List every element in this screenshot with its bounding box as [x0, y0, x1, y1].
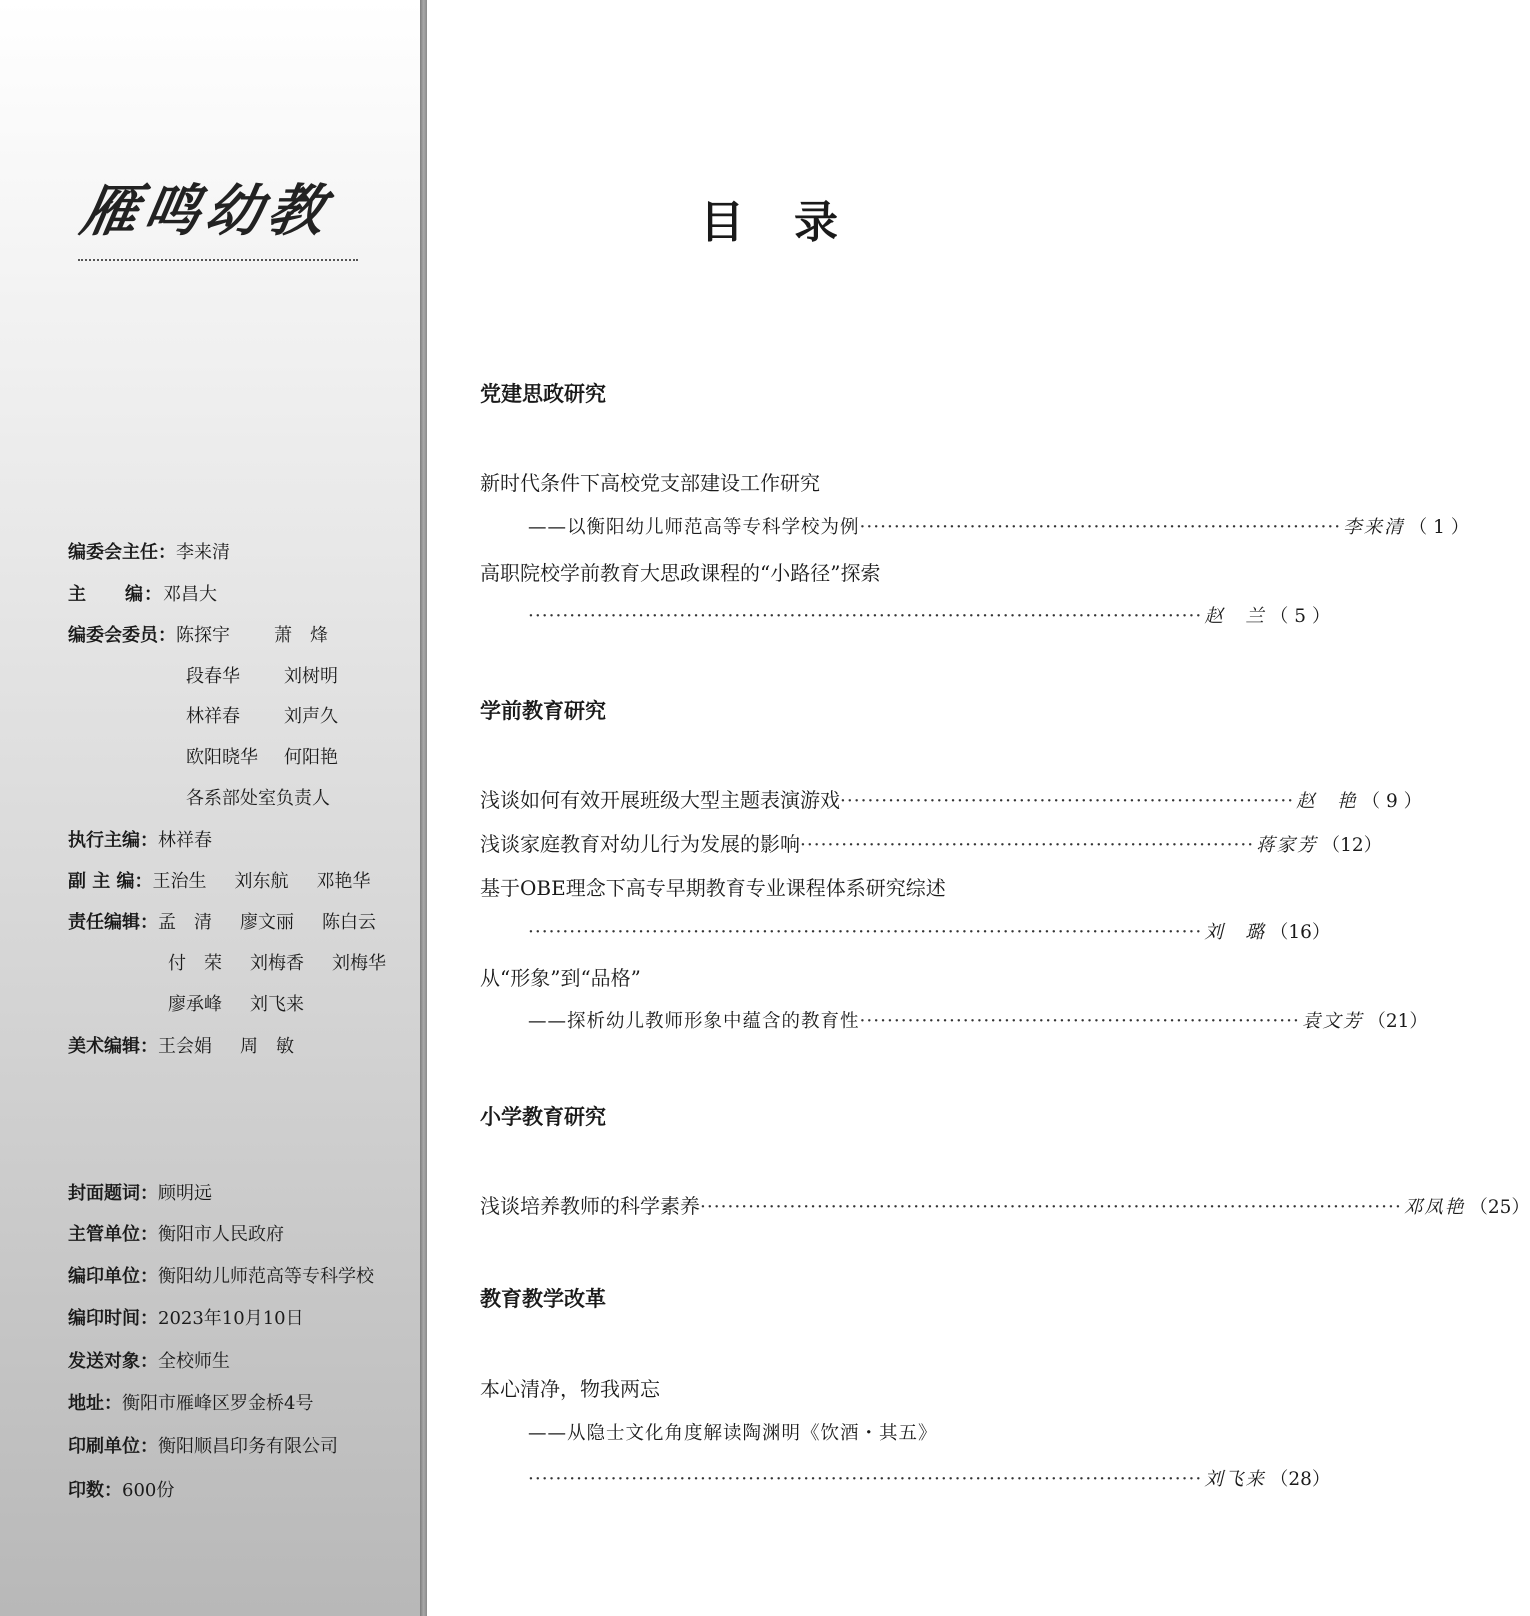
info-row [68, 1306, 304, 1332]
info-value: 衡阳市雁峰区罗金桥4号 [122, 1393, 314, 1414]
staff-name: 周 敏 [240, 1036, 294, 1057]
staff-row [168, 992, 304, 1018]
toc-leader: ······································································································ [700, 1197, 1402, 1218]
staff-name: 何阳艳 [284, 747, 338, 768]
staff-label: 主 编： [68, 584, 163, 605]
toc-leader: ·································································································· [528, 1469, 1203, 1490]
staff-name: 孟 清 [158, 912, 212, 933]
info-value: 衡阳幼儿师范高等专科学校 [158, 1266, 374, 1287]
toc-leader: ·································································· [800, 835, 1255, 856]
staff-label: 美术编辑： [68, 1036, 158, 1057]
staff-label: 执行主编： [68, 830, 158, 851]
toc-entry-page: （16） [1269, 922, 1331, 943]
info-value: 600份 [122, 1480, 175, 1501]
staff-name: 刘飞来 [250, 994, 304, 1015]
toc-entry-author: 袁文芳 [1301, 1011, 1364, 1032]
staff-row [68, 828, 212, 854]
staff-name: 段春华 [186, 666, 240, 687]
staff-name: 邓艳华 [316, 871, 371, 892]
toc-entry-title: 浅谈如何有效开展班级大型主题表演游戏 [480, 788, 840, 812]
staff-name: 刘树明 [284, 666, 338, 687]
toc-entry[interactable] [480, 786, 1423, 816]
toc-section-heading: 小学教育研究 [480, 1105, 606, 1129]
toc-section-heading: 教育教学改革 [480, 1287, 606, 1311]
toc-entry[interactable] [528, 514, 1470, 542]
toc-entry[interactable] [480, 830, 1383, 860]
info-row [68, 1391, 313, 1417]
journal-logo: 雁鸣幼教 [76, 178, 336, 244]
toc-entry-subtitle: ——以衡阳幼儿师范高等专科学校为例 [528, 517, 860, 538]
toc-leader: ································································ [859, 1011, 1300, 1032]
toc-entry-page: （21） [1367, 1011, 1428, 1032]
info-label: 印刷单位： [68, 1436, 158, 1457]
staff-label: 副 主 编： [68, 871, 153, 892]
toc-entry-page: （12） [1321, 835, 1383, 856]
staff-name: 林祥春 [158, 830, 212, 851]
toc-entry-title: 新时代条件下高校党支部建设工作研究 [480, 471, 820, 495]
info-label: 印数： [68, 1480, 122, 1501]
toc-entry-author: 蒋家芳 [1256, 835, 1318, 856]
info-row [68, 1434, 338, 1460]
staff-row [68, 623, 328, 649]
info-label: 发送对象： [68, 1351, 158, 1372]
toc-entry-title: 从“形象”到“品格” [480, 966, 641, 990]
toc-entry-author: 刘 璐 [1204, 922, 1266, 943]
toc-entry[interactable] [528, 603, 1331, 631]
toc-entry-page: （28） [1269, 1469, 1331, 1490]
staff-name: 廖承峰 [168, 994, 222, 1015]
toc-entry-author: 赵 兰 [1204, 606, 1266, 627]
info-row [68, 1264, 374, 1290]
info-value: 全校师生 [158, 1351, 230, 1372]
page-divider [420, 0, 427, 1616]
logo-dotted-rule [78, 259, 358, 261]
info-label: 编印单位： [68, 1266, 158, 1287]
toc-entry-subtitle: ——从隐士文化角度解读陶渊明《饮酒・其五》 [528, 1423, 938, 1444]
toc-leader: ·································································· [840, 791, 1295, 812]
toc-entry[interactable] [528, 1008, 1428, 1036]
staff-name: 刘东航 [234, 871, 289, 892]
staff-name: 林祥春 [186, 706, 240, 727]
info-value: 2023年10月10日 [158, 1308, 304, 1329]
toc-leader: ·································································································· [528, 606, 1203, 627]
toc-entry-page: （25） [1469, 1197, 1530, 1218]
toc-section-heading: 党建思政研究 [480, 382, 606, 406]
staff-name: 陈白云 [322, 912, 376, 933]
toc-entry-author: 刘飞来 [1204, 1469, 1266, 1490]
staff-row [68, 540, 230, 566]
toc-entry-title: 浅谈培养教师的科学素养 [480, 1194, 700, 1218]
toc-entry-title: 浅谈家庭教育对幼儿行为发展的影响 [480, 832, 800, 856]
staff-row [68, 910, 376, 936]
info-value: 顾明远 [158, 1183, 212, 1204]
staff-label: 编委会主任： [68, 542, 176, 563]
toc-section-heading: 学前教育研究 [480, 699, 606, 723]
staff-name: 欧阳晓华 [186, 747, 258, 768]
info-row [68, 1478, 174, 1504]
staff-name: 陈探宇 [176, 625, 230, 646]
info-value: 衡阳市人民政府 [158, 1224, 284, 1245]
staff-row [68, 582, 217, 608]
staff-name: 廖文丽 [240, 912, 294, 933]
toc-entry[interactable] [528, 919, 1331, 947]
staff-name: 王治生 [152, 871, 207, 892]
staff-name: 刘声久 [284, 706, 338, 727]
info-row [68, 1349, 230, 1375]
staff-name: 邓昌大 [163, 584, 217, 605]
staff-row [68, 869, 371, 895]
toc-entry-title: 基于OBE理念下高专早期教育专业课程体系研究综述 [480, 876, 946, 900]
staff-row [186, 745, 338, 771]
toc-leader: ·································································································· [528, 922, 1203, 943]
staff-name: 刘梅香 [250, 953, 304, 974]
info-label: 地址： [68, 1393, 122, 1414]
staff-name: 萧 烽 [274, 625, 328, 646]
staff-row [168, 951, 386, 977]
toc-entry-title: 高职院校学前教育大思政课程的“小路径”探索 [480, 561, 881, 585]
info-row [68, 1222, 284, 1248]
toc-entry[interactable] [528, 1466, 1331, 1494]
info-row [68, 1181, 212, 1207]
toc-entry-title: 本心清净，物我两忘 [480, 1377, 660, 1401]
toc-entry-page: （ 9 ） [1361, 791, 1423, 812]
staff-name: 付 荣 [168, 953, 222, 974]
toc-entry-author: 李来清 [1343, 517, 1405, 538]
staff-row [186, 704, 338, 730]
staff-label: 责任编辑： [68, 912, 158, 933]
toc-entry[interactable] [480, 1192, 1530, 1222]
toc-entry-author: 邓凤艳 [1403, 1197, 1466, 1218]
info-label: 编印时间： [68, 1308, 158, 1329]
info-label: 主管单位： [68, 1224, 158, 1245]
toc-entry-page: （ 1 ） [1408, 517, 1470, 538]
staff-row [68, 1034, 294, 1060]
toc-entry-subtitle: ——探析幼儿教师形象中蕴含的教育性 [528, 1011, 860, 1032]
staff-label: 编委会委员： [68, 625, 176, 646]
staff-name: 刘梅华 [332, 953, 386, 974]
staff-row [186, 664, 338, 690]
toc-leader: ······································································ [859, 517, 1342, 538]
info-value: 衡阳顺昌印务有限公司 [158, 1436, 338, 1457]
toc-entry-page: （ 5 ） [1269, 606, 1331, 627]
info-label: 封面题词： [68, 1183, 158, 1204]
staff-name: 各系部处室负责人 [186, 788, 330, 809]
staff-name: 王会娟 [158, 1036, 212, 1057]
toc-title: 目录 [700, 197, 888, 248]
staff-row [186, 786, 330, 812]
staff-name: 李来清 [176, 542, 230, 563]
toc-entry-author: 赵 艳 [1296, 791, 1358, 812]
